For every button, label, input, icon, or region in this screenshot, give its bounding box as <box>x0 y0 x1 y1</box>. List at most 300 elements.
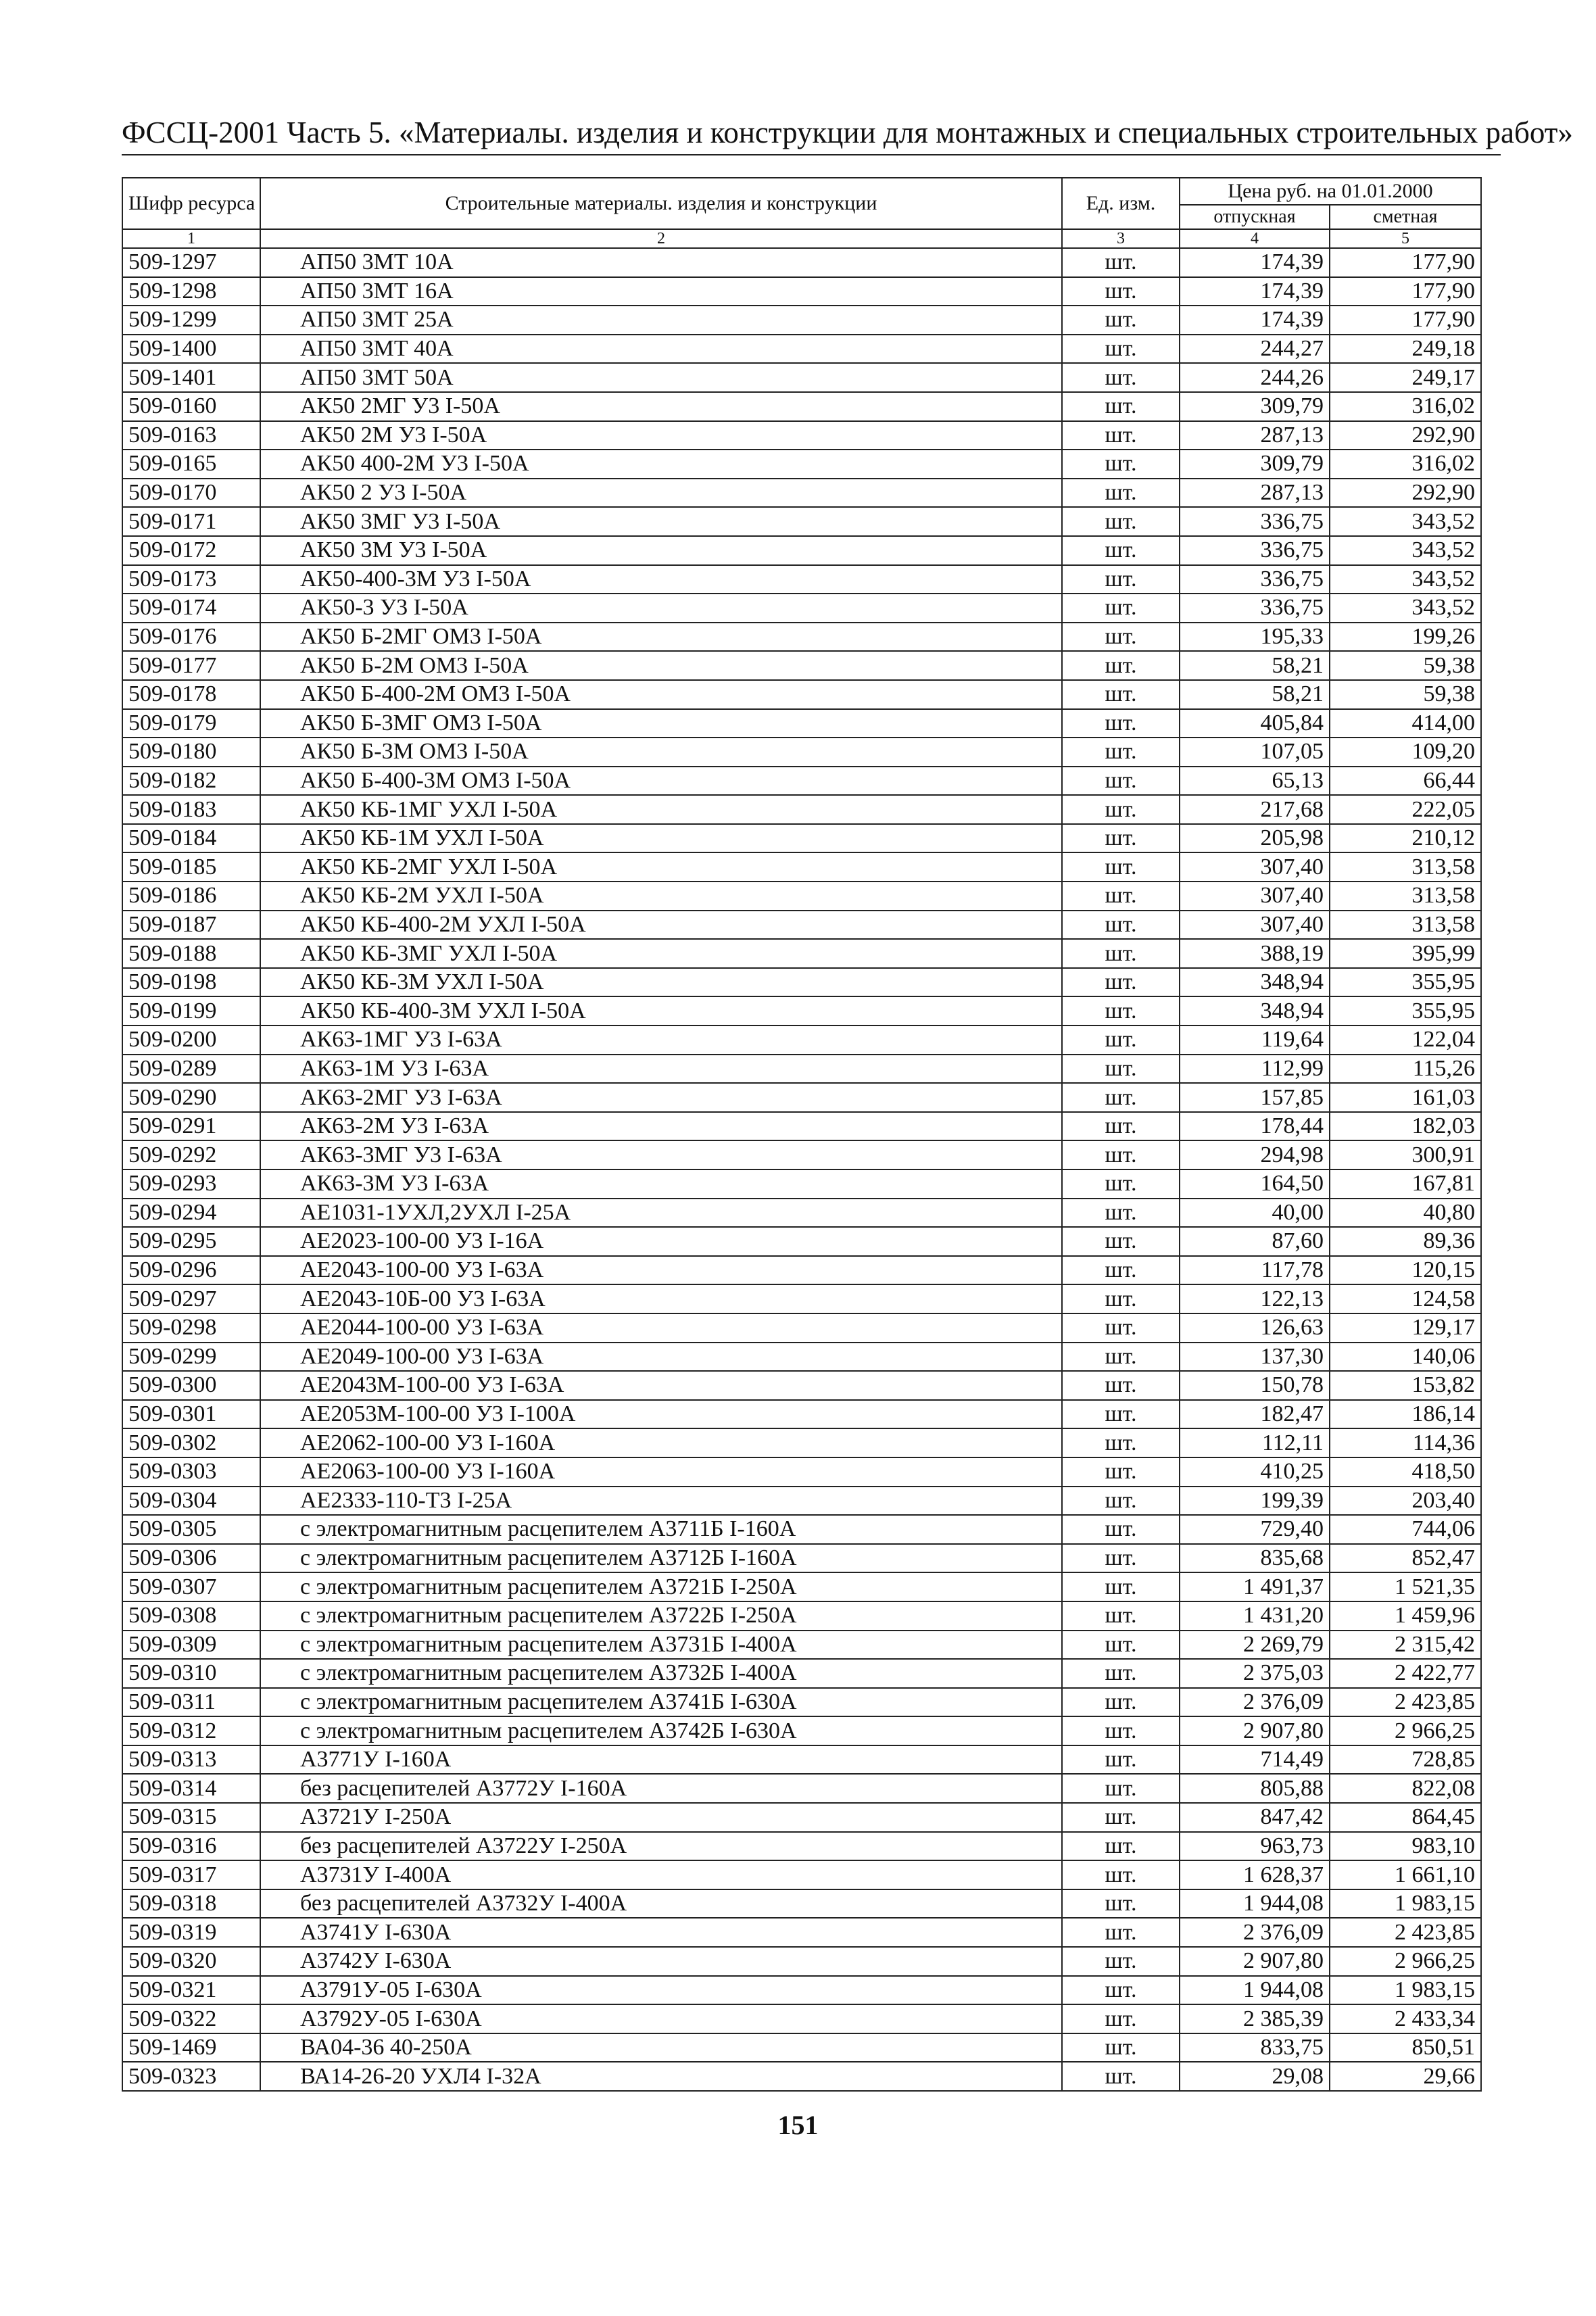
release-price: 1 944,08 <box>1180 1889 1330 1919</box>
estimate-price: 852,47 <box>1330 1544 1481 1573</box>
estimate-price: 343,52 <box>1330 594 1481 623</box>
unit: шт. <box>1062 277 1180 306</box>
table-row <box>122 1572 1481 1601</box>
release-price: 150,78 <box>1180 1371 1330 1400</box>
table-row <box>122 680 1481 709</box>
release-price: 2 907,80 <box>1180 1716 1330 1745</box>
release-price: 833,75 <box>1180 2033 1330 2062</box>
table-row <box>122 1774 1481 1803</box>
resource-code: 509-0177 <box>122 651 260 680</box>
table-row <box>122 1918 1481 1947</box>
table-row <box>122 1112 1481 1141</box>
unit: шт. <box>1062 911 1180 940</box>
material-name: АК50-400-3М У3 I-50А <box>260 565 1062 594</box>
table-row <box>122 1169 1481 1199</box>
resource-code: 509-1401 <box>122 363 260 392</box>
table-row <box>122 623 1481 652</box>
material-name: АК50 Б-400-2М ОМ3 I-50А <box>260 680 1062 709</box>
material-name: с электромагнитным расцепителем А3711Б I-160А <box>260 1515 1062 1544</box>
column-number: 4 <box>1180 229 1330 248</box>
resource-code: 509-0294 <box>122 1199 260 1228</box>
release-price: 410,25 <box>1180 1457 1330 1487</box>
resource-code: 509-1299 <box>122 306 260 335</box>
material-name: АК50-3 У3 I-50А <box>260 594 1062 623</box>
resource-code: 509-0171 <box>122 507 260 536</box>
table-row <box>122 2033 1481 2062</box>
material-name: АК50 КБ-3М УХЛ I-50А <box>260 968 1062 997</box>
release-price: 2 907,80 <box>1180 1947 1330 1976</box>
unit: шт. <box>1062 795 1180 824</box>
unit: шт. <box>1062 882 1180 911</box>
release-price: 287,13 <box>1180 421 1330 450</box>
estimate-price: 40,80 <box>1330 1199 1481 1228</box>
material-name: с электромагнитным расцепителем А3712Б I-160А <box>260 1544 1062 1573</box>
table-row <box>122 1428 1481 1457</box>
resource-code: 509-0160 <box>122 392 260 421</box>
release-price: 58,21 <box>1180 651 1330 680</box>
unit: шт. <box>1062 623 1180 652</box>
table-row <box>122 939 1481 968</box>
resource-code: 509-0308 <box>122 1601 260 1631</box>
material-name: без расцепителей А3722У I-250А <box>260 1832 1062 1861</box>
table-row <box>122 2062 1481 2091</box>
material-name: АК63-3МГ У3 I-63А <box>260 1140 1062 1169</box>
table-row <box>122 1515 1481 1544</box>
release-price: 112,99 <box>1180 1055 1330 1084</box>
material-name: АК50 2М У3 I-50А <box>260 421 1062 450</box>
material-name: АК63-2МГ У3 I-63А <box>260 1083 1062 1112</box>
table-row <box>122 1487 1481 1516</box>
estimate-price: 355,95 <box>1330 968 1481 997</box>
unit: шт. <box>1062 1889 1180 1919</box>
unit: шт. <box>1062 968 1180 997</box>
material-name: АП50 3МТ 25А <box>260 306 1062 335</box>
release-price: 199,39 <box>1180 1487 1330 1516</box>
resource-code: 509-0163 <box>122 421 260 450</box>
material-name: АП50 3МТ 16А <box>260 277 1062 306</box>
resource-code: 509-0311 <box>122 1688 260 1717</box>
table-row <box>122 594 1481 623</box>
unit: шт. <box>1062 1487 1180 1516</box>
table-row <box>122 1832 1481 1861</box>
column-number: 1 <box>122 229 260 248</box>
table-row <box>122 450 1481 479</box>
table-row <box>122 1631 1481 1660</box>
material-name: с электромагнитным расцепителем А3721Б I-250А <box>260 1572 1062 1601</box>
release-price: 309,79 <box>1180 450 1330 479</box>
estimate-price: 109,20 <box>1330 738 1481 767</box>
release-price: 307,40 <box>1180 852 1330 882</box>
release-price: 287,13 <box>1180 479 1330 508</box>
estimate-price: 300,91 <box>1330 1140 1481 1169</box>
resource-code: 509-0293 <box>122 1169 260 1199</box>
resource-code: 509-0319 <box>122 1918 260 1947</box>
table-row <box>122 536 1481 565</box>
material-name: А3771У I-160А <box>260 1745 1062 1775</box>
table-row <box>122 1026 1481 1055</box>
material-name: А3731У I-400А <box>260 1860 1062 1889</box>
estimate-price: 292,90 <box>1330 479 1481 508</box>
estimate-price: 313,58 <box>1330 882 1481 911</box>
estimate-price: 89,36 <box>1330 1227 1481 1256</box>
estimate-price: 222,05 <box>1330 795 1481 824</box>
unit: шт. <box>1062 248 1180 277</box>
estimate-price: 203,40 <box>1330 1487 1481 1516</box>
estimate-price: 199,26 <box>1330 623 1481 652</box>
release-price: 307,40 <box>1180 882 1330 911</box>
release-price: 294,98 <box>1180 1140 1330 1169</box>
page-number: 151 <box>777 2110 819 2140</box>
table-row <box>122 1976 1481 2005</box>
table-row <box>122 1083 1481 1112</box>
material-name: АК50 КБ-400-3М УХЛ I-50А <box>260 996 1062 1026</box>
estimate-price: 129,17 <box>1330 1313 1481 1343</box>
estimate-price: 395,99 <box>1330 939 1481 968</box>
table-row <box>122 1371 1481 1400</box>
table-row <box>122 1343 1481 1372</box>
release-price: 195,33 <box>1180 623 1330 652</box>
estimate-price: 122,04 <box>1330 1026 1481 1055</box>
unit: шт. <box>1062 1659 1180 1688</box>
resource-code: 509-0312 <box>122 1716 260 1745</box>
release-price: 205,98 <box>1180 824 1330 853</box>
table-row <box>122 479 1481 508</box>
release-price: 1 628,37 <box>1180 1860 1330 1889</box>
material-name: АК50 КБ-2МГ УХЛ I-50А <box>260 852 1062 882</box>
release-price: 348,94 <box>1180 968 1330 997</box>
unit: шт. <box>1062 1745 1180 1775</box>
resource-code: 509-0179 <box>122 709 260 738</box>
unit: шт. <box>1062 1716 1180 1745</box>
estimate-price: 2 966,25 <box>1330 1947 1481 1976</box>
material-name: АП50 3МТ 10А <box>260 248 1062 277</box>
estimate-price: 114,36 <box>1330 1428 1481 1457</box>
material-name: АК50 Б-3М ОМ3 I-50А <box>260 738 1062 767</box>
header-estimate-price: сметная <box>1330 205 1481 229</box>
unit: шт. <box>1062 1601 1180 1631</box>
release-price: 137,30 <box>1180 1343 1330 1372</box>
material-name: АК63-3М У3 I-63А <box>260 1169 1062 1199</box>
estimate-price: 1 459,96 <box>1330 1601 1481 1631</box>
release-price: 126,63 <box>1180 1313 1330 1343</box>
table-row <box>122 565 1481 594</box>
table-row <box>122 1284 1481 1313</box>
material-name: АЕ2062-100-00 У3 I-160А <box>260 1428 1062 1457</box>
unit: шт. <box>1062 709 1180 738</box>
estimate-price: 59,38 <box>1330 680 1481 709</box>
resource-code: 509-0307 <box>122 1572 260 1601</box>
table-row <box>122 335 1481 364</box>
resource-code: 509-0289 <box>122 1055 260 1084</box>
material-name: А3721У I-250А <box>260 1803 1062 1832</box>
release-price: 244,26 <box>1180 363 1330 392</box>
release-price: 847,42 <box>1180 1803 1330 1832</box>
resource-code: 509-0292 <box>122 1140 260 1169</box>
release-price: 117,78 <box>1180 1256 1330 1285</box>
resource-code: 509-0172 <box>122 536 260 565</box>
table-row <box>122 709 1481 738</box>
header-release-price: отпускная <box>1180 205 1330 229</box>
estimate-price: 355,95 <box>1330 996 1481 1026</box>
table-row <box>122 996 1481 1026</box>
release-price: 174,39 <box>1180 277 1330 306</box>
estimate-price: 59,38 <box>1330 651 1481 680</box>
estimate-price: 29,66 <box>1330 2062 1481 2091</box>
estimate-price: 177,90 <box>1330 248 1481 277</box>
table-row <box>122 1227 1481 1256</box>
release-price: 65,13 <box>1180 767 1330 796</box>
unit: шт. <box>1062 1631 1180 1660</box>
material-name: АЕ2053М-100-00 У3 I-100А <box>260 1400 1062 1429</box>
unit: шт. <box>1062 1918 1180 1947</box>
table-row <box>122 852 1481 882</box>
unit: шт. <box>1062 1544 1180 1573</box>
release-price: 2 376,09 <box>1180 1918 1330 1947</box>
estimate-price: 864,45 <box>1330 1803 1481 1832</box>
resource-code: 509-0290 <box>122 1083 260 1112</box>
table-row <box>122 1256 1481 1285</box>
estimate-price: 292,90 <box>1330 421 1481 450</box>
estimate-price: 1 661,10 <box>1330 1860 1481 1889</box>
material-name: с электромагнитным расцепителем А3731Б I-400А <box>260 1631 1062 1660</box>
estimate-price: 2 423,85 <box>1330 1688 1481 1717</box>
unit: шт. <box>1062 996 1180 1026</box>
release-price: 714,49 <box>1180 1745 1330 1775</box>
resource-code: 509-0173 <box>122 565 260 594</box>
unit: шт. <box>1062 306 1180 335</box>
material-name: АЕ2043М-100-00 У3 I-63А <box>260 1371 1062 1400</box>
header-price: Цена руб. на 01.01.2000 <box>1180 178 1481 205</box>
unit: шт. <box>1062 1055 1180 1084</box>
resource-code: 509-0182 <box>122 767 260 796</box>
release-price: 217,68 <box>1180 795 1330 824</box>
resource-code: 509-0199 <box>122 996 260 1026</box>
material-name: АК63-2М У3 I-63А <box>260 1112 1062 1141</box>
table-row <box>122 2004 1481 2033</box>
unit: шт. <box>1062 479 1180 508</box>
material-name: АК50 2МГ У3 I-50А <box>260 392 1062 421</box>
release-price: 119,64 <box>1180 1026 1330 1055</box>
material-name: с электромагнитным расцепителем А3742Б I-630А <box>260 1716 1062 1745</box>
material-name: АЕ1031-1УХЛ,2УХЛ I-25А <box>260 1199 1062 1228</box>
resource-code: 509-0323 <box>122 2062 260 2091</box>
material-name: АК63-1М У3 I-63А <box>260 1055 1062 1084</box>
resource-code: 509-0303 <box>122 1457 260 1487</box>
estimate-price: 1 983,15 <box>1330 1976 1481 2005</box>
estimate-price: 167,81 <box>1330 1169 1481 1199</box>
unit: шт. <box>1062 1976 1180 2005</box>
material-name: АЕ2049-100-00 У3 I-63А <box>260 1343 1062 1372</box>
estimate-price: 177,90 <box>1330 306 1481 335</box>
material-name: с электромагнитным расцепителем А3741Б I-630А <box>260 1688 1062 1717</box>
resource-code: 509-0185 <box>122 852 260 882</box>
unit: шт. <box>1062 1112 1180 1141</box>
resource-code: 509-0174 <box>122 594 260 623</box>
table-row <box>122 1544 1481 1573</box>
release-price: 112,11 <box>1180 1428 1330 1457</box>
estimate-price: 153,82 <box>1330 1371 1481 1400</box>
unit: шт. <box>1062 1947 1180 1976</box>
resource-code: 509-0295 <box>122 1227 260 1256</box>
unit: шт. <box>1062 450 1180 479</box>
table-row <box>122 1601 1481 1631</box>
resource-code: 509-0296 <box>122 1256 260 1285</box>
material-name: АК50 2 У3 I-50А <box>260 479 1062 508</box>
release-price: 2 375,03 <box>1180 1659 1330 1688</box>
resource-code: 509-0297 <box>122 1284 260 1313</box>
estimate-price: 343,52 <box>1330 507 1481 536</box>
estimate-price: 316,02 <box>1330 450 1481 479</box>
unit: шт. <box>1062 1284 1180 1313</box>
release-price: 336,75 <box>1180 507 1330 536</box>
material-name: без расцепителей А3772У I-160А <box>260 1774 1062 1803</box>
release-price: 348,94 <box>1180 996 1330 1026</box>
unit: шт. <box>1062 651 1180 680</box>
estimate-price: 182,03 <box>1330 1112 1481 1141</box>
unit: шт. <box>1062 1774 1180 1803</box>
material-name: АК50 Б-400-3М ОМ3 I-50А <box>260 767 1062 796</box>
release-price: 2 269,79 <box>1180 1631 1330 1660</box>
release-price: 307,40 <box>1180 911 1330 940</box>
table-row <box>122 651 1481 680</box>
estimate-price: 728,85 <box>1330 1745 1481 1775</box>
material-name: АП50 3МТ 40А <box>260 335 1062 364</box>
unit: шт. <box>1062 1428 1180 1457</box>
resource-code: 509-0183 <box>122 795 260 824</box>
estimate-price: 161,03 <box>1330 1083 1481 1112</box>
unit: шт. <box>1062 2004 1180 2033</box>
release-price: 182,47 <box>1180 1400 1330 1429</box>
table-row <box>122 1055 1481 1084</box>
release-price: 87,60 <box>1180 1227 1330 1256</box>
release-price: 963,73 <box>1180 1832 1330 1861</box>
estimate-price: 2 423,85 <box>1330 1918 1481 1947</box>
resource-code: 509-1469 <box>122 2033 260 2062</box>
unit: шт. <box>1062 1169 1180 1199</box>
material-name: АК50 КБ-2М УХЛ I-50А <box>260 882 1062 911</box>
unit: шт. <box>1062 565 1180 594</box>
table-row <box>122 882 1481 911</box>
table-row <box>122 1860 1481 1889</box>
estimate-price: 316,02 <box>1330 392 1481 421</box>
unit: шт. <box>1062 2033 1180 2062</box>
release-price: 178,44 <box>1180 1112 1330 1141</box>
resource-code: 509-0298 <box>122 1313 260 1343</box>
unit: шт. <box>1062 1832 1180 1861</box>
unit: шт. <box>1062 335 1180 364</box>
table-row <box>122 968 1481 997</box>
release-price: 2 385,39 <box>1180 2004 1330 2033</box>
resource-code: 509-0291 <box>122 1112 260 1141</box>
resource-code: 509-0305 <box>122 1515 260 1544</box>
resource-code: 509-0316 <box>122 1832 260 1861</box>
resource-code: 509-1400 <box>122 335 260 364</box>
material-name: А3792У-05 I-630А <box>260 2004 1062 2033</box>
material-name: ВА14-26-20 УХЛ4 I-32А <box>260 2062 1062 2091</box>
resource-code: 509-0165 <box>122 450 260 479</box>
material-name: АЕ2043-10Б-00 У3 I-63А <box>260 1284 1062 1313</box>
estimate-price: 120,15 <box>1330 1256 1481 1285</box>
estimate-price: 343,52 <box>1330 536 1481 565</box>
table-row <box>122 248 1481 277</box>
table-row <box>122 507 1481 536</box>
table-row <box>122 824 1481 853</box>
unit: шт. <box>1062 1572 1180 1601</box>
estimate-price: 2 966,25 <box>1330 1716 1481 1745</box>
unit: шт. <box>1062 1026 1180 1055</box>
unit: шт. <box>1062 363 1180 392</box>
release-price: 336,75 <box>1180 565 1330 594</box>
estimate-price: 744,06 <box>1330 1515 1481 1544</box>
table-row <box>122 767 1481 796</box>
material-name: АК50 КБ-1МГ УХЛ I-50А <box>260 795 1062 824</box>
material-name: АЕ2333-110-Т3 I-25А <box>260 1487 1062 1516</box>
estimate-price: 115,26 <box>1330 1055 1481 1084</box>
table-row <box>122 1745 1481 1775</box>
resource-code: 509-0322 <box>122 2004 260 2033</box>
estimate-price: 2 422,77 <box>1330 1659 1481 1688</box>
table-row <box>122 1140 1481 1169</box>
table-row <box>122 277 1481 306</box>
unit: шт. <box>1062 1803 1180 1832</box>
resource-code: 509-0186 <box>122 882 260 911</box>
material-name: АК50 Б-2М ОМ3 I-50А <box>260 651 1062 680</box>
resource-code: 509-0198 <box>122 968 260 997</box>
header-code: Шифр ресурса <box>122 178 260 229</box>
resource-code: 509-0320 <box>122 1947 260 1976</box>
unit: шт. <box>1062 536 1180 565</box>
material-name: А3742У I-630А <box>260 1947 1062 1976</box>
material-name: с электромагнитным расцепителем А3722Б I-250А <box>260 1601 1062 1631</box>
release-price: 244,27 <box>1180 335 1330 364</box>
table-row <box>122 306 1481 335</box>
estimate-price: 177,90 <box>1330 277 1481 306</box>
resource-code: 509-0200 <box>122 1026 260 1055</box>
material-name: с электромагнитным расцепителем А3732Б I-400А <box>260 1659 1062 1688</box>
unit: шт. <box>1062 1313 1180 1343</box>
resource-code: 509-0176 <box>122 623 260 652</box>
estimate-price: 2 433,34 <box>1330 2004 1481 2033</box>
table-row <box>122 363 1481 392</box>
material-name: без расцепителей А3732У I-400А <box>260 1889 1062 1919</box>
column-number: 2 <box>260 229 1062 248</box>
material-name: АЕ2043-100-00 У3 I-63А <box>260 1256 1062 1285</box>
unit: шт. <box>1062 1343 1180 1372</box>
unit: шт. <box>1062 507 1180 536</box>
material-name: ВА04-36 40-250А <box>260 2033 1062 2062</box>
estimate-price: 414,00 <box>1330 709 1481 738</box>
table-row <box>122 1947 1481 1976</box>
estimate-price: 343,52 <box>1330 565 1481 594</box>
release-price: 58,21 <box>1180 680 1330 709</box>
resource-code: 509-0178 <box>122 680 260 709</box>
release-price: 40,00 <box>1180 1199 1330 1228</box>
estimate-price: 186,14 <box>1330 1400 1481 1429</box>
price-table <box>122 177 1482 2092</box>
material-name: АК50 КБ-1М УХЛ I-50А <box>260 824 1062 853</box>
estimate-price: 313,58 <box>1330 911 1481 940</box>
release-price: 729,40 <box>1180 1515 1330 1544</box>
unit: шт. <box>1062 852 1180 882</box>
release-price: 2 376,09 <box>1180 1688 1330 1717</box>
resource-code: 509-0317 <box>122 1860 260 1889</box>
material-name: АК50 3МГ У3 I-50А <box>260 507 1062 536</box>
release-price: 1 431,20 <box>1180 1601 1330 1631</box>
header-name: Строительные материалы. изделия и конструкции <box>260 178 1062 229</box>
release-price: 29,08 <box>1180 2062 1330 2091</box>
release-price: 157,85 <box>1180 1083 1330 1112</box>
unit: шт. <box>1062 1457 1180 1487</box>
